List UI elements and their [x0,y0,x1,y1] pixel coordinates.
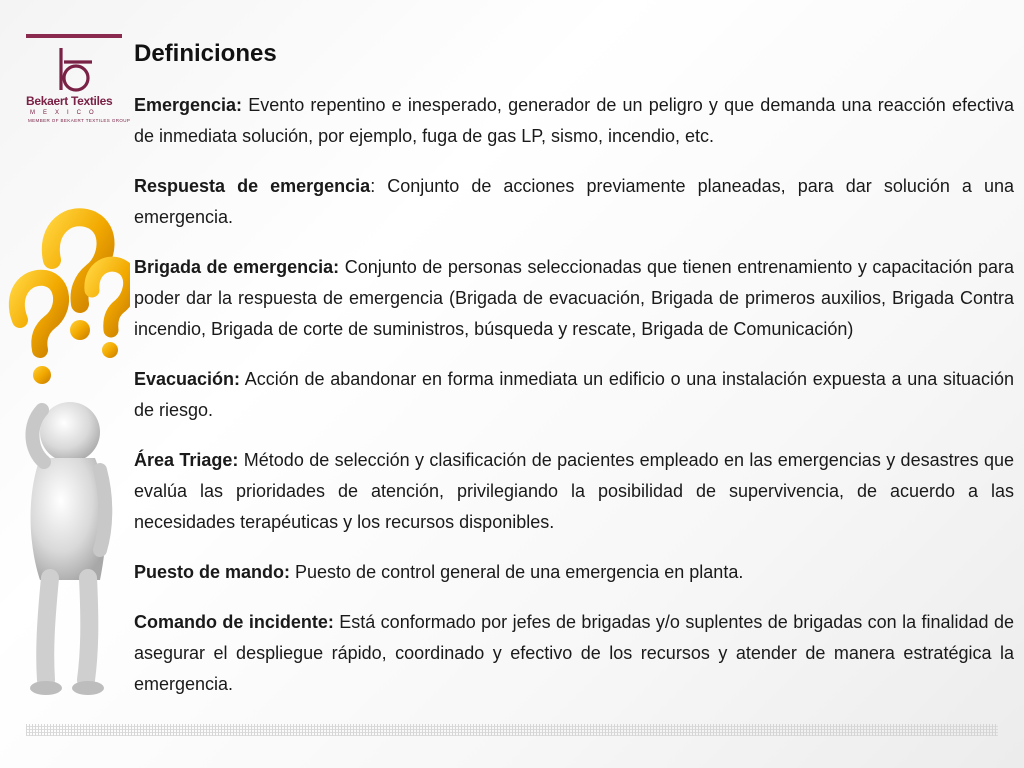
definition-text: : Conjunto de acciones previamente planeadas, para dar solución a una emergencia. [134,176,1014,227]
definition-respuesta-de-emergencia [134,171,1014,233]
definition-evacuacion [134,364,1014,426]
page-title: Definiciones [134,40,277,67]
definition-text: Método de selección y clasificación de pacientes empleado en las emergencias y desastres que evalúa las prioridades de atención, privilegiando la posibilidad de supervivencia, de acuerdo a las necesidades terapéuticas y los recursos disponibles. [134,450,1014,532]
definition-term: Puesto de mando: [134,562,291,582]
logo-country: MEXICO [30,110,102,116]
logo-name: Bekaert Textiles [26,94,113,108]
definition-term: Evacuación: [134,369,241,389]
definitions-list [134,90,1014,719]
definition-text: Evento repentino e inesperado, generador de un peligro y que demanda una reacción efectiva de inmediata solución, por ejemplo, fuga de gas LP, sismo, incendio, etc. [134,95,1014,146]
definition-text: Está conformado por jefes de brigadas y/o suplentes de brigadas con la finalidad de asegurar el despliegue rápido, coordinado y efectivo de los recursos y atender de manera estratégica la emergencia. [134,612,1015,694]
thinking-person-question-marks-icon [0,200,130,710]
definition-text: Conjunto de personas seleccionadas que tienen entrenamiento y capacitación para poder dar la respuesta de emergencia (Brigada de evacuación, Brigada de primeros auxilios, Brigada Contra incendio, Brigada de corte de suministros, búsqueda y rescate, Brigada de Comunicación) [134,257,1014,339]
definition-area-triage [134,445,1014,538]
logo-tagline: MEMBER OF BEKAERT TEXTILES GROUP [28,118,131,123]
definition-emergencia [134,90,1014,152]
definition-text: Puesto de control general de una emergencia en planta. [290,562,744,582]
definition-puesto-de-mando [134,557,1014,588]
definition-term: Respuesta de emergencia [134,176,371,196]
definition-comando-de-incidente [134,607,1014,700]
definition-term: Brigada de emergencia: [134,257,340,277]
definition-term: Emergencia: [134,95,243,115]
definition-brigada-de-emergencia [134,252,1014,345]
definition-term: Área Triage: [134,450,239,470]
definition-term: Comando de incidente: [134,612,334,632]
footer-dotted-strip [26,724,998,736]
definition-text: Acción de abandonar en forma inmediata un edificio o una instalación expuesta a una situación de riesgo. [134,369,1014,420]
logo-accent-bar [26,34,122,38]
